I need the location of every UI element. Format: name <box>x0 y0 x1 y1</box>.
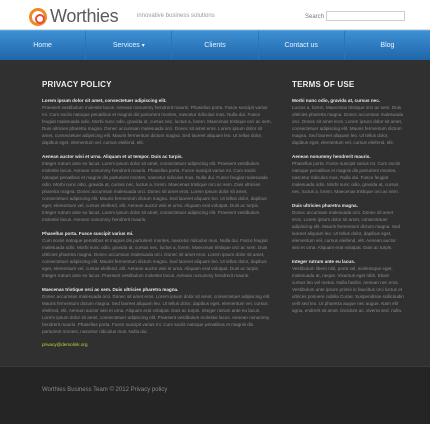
nav-item-label: Contact us <box>284 42 318 49</box>
terms-text: Vestibulum libero nisl, porta vel, scelerisque eget, malesuada at, neque. Vivamus eget nibh. Etiam cursus leo vel metus. Nulla facilisi. Aenean nec eros. Vestibulum ante ipsum primis in faucibus orci luctus et ultrices posuere cubilia Curae; Suspendisse sollicitudin velit sed leo. Ut pharetra augue nec augue. Nam elit agna, endrerit sit amet, tincidunt ac, viverra sed, nulla. <box>292 266 404 313</box>
brand-logo[interactable] <box>29 6 118 27</box>
email-link[interactable]: privacy@demolink.org <box>42 342 88 347</box>
terms-lead: Morbi nunc odio, gravida at, cursus nec. <box>292 98 381 103</box>
paragraph-lead: Aenean auctor wisi et urna. Aliquam et ut tempor. Duis ac turpis. <box>42 154 183 159</box>
policy-paragraph <box>42 230 272 279</box>
brand-name: Worthies <box>50 6 119 26</box>
search-label: Search <box>305 14 325 20</box>
policy-paragraph <box>42 286 272 335</box>
footer-copyright: Worthies Business Team © 2012 Privacy policy <box>42 387 168 393</box>
terms-lead: Aenean nonummy hendrerit mauris. <box>292 154 371 159</box>
paragraph-lead: Lorem ipsum dolor sit amet, consectetuer adipiscing elit. <box>42 98 167 103</box>
terms-text: Luctus a, lorem. Maecenas tristique orci ac sem. Duis ultricies pharetra magna. Donec accumsan malesuada orci. Donec sit amet eros. Lorem ipsum dolor sit amet, consectetuer adipiscing elit. Mauris fermentum dictum magna. Sed laoreet aliquam leo. Ut tellus dolor, dapibus eget, elementum vel, cursus eleifend, elit. <box>292 105 404 145</box>
top-header <box>0 0 430 30</box>
nav-item-label: Clients <box>204 42 226 49</box>
paragraph-text: Integer rutrum ante eu lacus. Lorem ipsum dolor sit amet, consectetuer adipiscing elit. Praesent vestibulum molestie lacus. Aenean nonummy hendrerit mauris. Phasellus porta. Fusce suscipit varius mi. Cum sociis natoque penatibus et magnis dis parturient montes, nascetur ridiculus mus. Nulla dui. Fusce feugiat malesuada odio. Morbi nunc odio, gravida at, cursus nec, luctus a, lorem. Maecenas tristique orci ac sem. Duis ultricies pharetra magna. Donec accumsan malesuada orci. Donec sit amet eros. Lorem ipsum dolor sit amet, consectetuer adipiscing elit. Mauris fermentum dictum magna. Sed laoreet aliquam leo. Ut tellus dolor, dapibus eget, elementum vel, cursus eleifend, elit. Aenean auctor wisi et urna. Aliquam erat volutpat. Duis ac turpis. Integer rutrum ante eu lacus. Lorem ipsum dolor sit amet, consectetuer adipiscing elit. Praesent vestibulum molestie lacus. Aenean nonummy hendrerit mauris. <box>42 161 268 222</box>
paragraph-lead: Maecenas tristique orci ac sem. Duis ultricies pharetra magna. <box>42 287 179 292</box>
search-input[interactable] <box>326 11 405 21</box>
nav-item-blog[interactable] <box>345 31 430 60</box>
nav-item-services[interactable] <box>86 31 172 60</box>
terms-block <box>292 153 404 195</box>
policy-paragraph <box>42 153 272 223</box>
policy-paragraph <box>42 97 272 146</box>
terms-lead: Duis ultricies pharetra magna. <box>292 203 358 208</box>
nav-item-home[interactable] <box>0 31 86 60</box>
paragraph-text: Cum sociis natoque penatibus et magnis dis parturient montes, nascetur ridiculus mus. Nulla dui. Fusce feugiat malesuada odio. Morbi nunc odio, gravida at, cursus nec, luctus a, lorem. Maecenas tristique orci ac sem. Duis ultricies pharetra magna. Donec accumsan malesuada orci. Donec sit amet eros. Lorem ipsum dolor sit amet, consectetuer adipiscing elit. Mauris fermentum dictum magna. Sed laoreet aliquam leo. Ut tellus dolor, dapibus eget, elementum vel, cursus eleifend, elit. Aenean auctor wisi et urna. Aliquam erat volutpat. Duis ac turpis. Integer rutrum ante eu lacus. Praesent vestibulum molestie lacus. Aenean nonummy hendrerit mauris. <box>42 238 268 278</box>
main-nav <box>0 30 430 60</box>
nav-item-label: Blog <box>380 42 395 49</box>
paragraph-text: Donec accumsan malesuada orci. Donec sit amet eros. Lorem ipsum dolor sit amet, consectetuer adipiscing elit. Mauris fermentum dictum magna. Sed laoreet aliquam leo. Ut tellus dolor, dapibus eget, elementum vel, cursus eleifend, elit. Aenean auctor wisi et urna. Aliquam erat volutpat. Duis ac turpis. Integer rutrum ante eu lacus. Lorem ipsum dolor sit amet, consectetuer adipiscing elit. Praesent vestibulum molestie lacus. Aenean nonummy hendrerit mauris. Phasellus porta. Fusce suscipit varius mi. Cum sociis natoque penatibus et magnis dis parturient montes, nascetur ridiculus mus. Nulla dui. <box>42 294 271 334</box>
page-content <box>0 60 430 366</box>
nav-item-label: Home <box>33 42 52 49</box>
terms-block <box>292 258 404 314</box>
sidebar-title: TERMS OF USE <box>292 80 355 89</box>
page-footer <box>0 366 430 424</box>
nav-item-clients[interactable] <box>172 31 258 60</box>
terms-block <box>292 97 404 146</box>
terms-text: Donec accumsan malesuada orci. Donec sit amet eros. Lorem ipsum dolor sit amet, consectetuer adipiscing elit. Mauris fermentum dictum magna. Sed laoreet aliquam leo. Ut tellus dolor, dapibus eget, elementum vel, cursus eleifend, elit. Aenean auctor wisi et urna. Aliquam erat volutpat. Duis ac turpis. <box>292 210 401 250</box>
logo-icon <box>29 8 47 26</box>
paragraph-lead: Phasellus porta. Fusce suscipit varius mi. <box>42 231 134 236</box>
nav-item-label: Services <box>112 42 140 49</box>
brand-tagline: innovative business solutions <box>137 13 215 19</box>
terms-of-use-section <box>292 80 404 321</box>
nav-item-contact[interactable] <box>259 31 345 60</box>
chevron-down-icon: ▾ <box>141 43 145 49</box>
terms-text: Phasellus porta. Fusce suscipit varius mi. Cum sociis natoque penatibus et magnis dis parturient montes, nascetur ridiculus mus. Nulla dui. Fusce feugiat malesuada odio. Morbi nunc odio, gravida at, cursus nec, luctus a, lorem. Maecenas tristique orci ac sem. <box>292 161 400 194</box>
paragraph-text: Praesent vestibulum molestie lacus. Aenean nonummy hendrerit mauris. Phasellus porta. Fusce suscipit varius mi. Cum sociis natoque penatibus et magnis dis parturient montes, nascetur ridiculus mus. Nulla dui. Fusce feugiat malesuada odio. Morbi nunc odio, gravida at, cursus nec, luctus a, lorem. Maecenas tristique orci ac sem. Duis ultricies pharetra magna. Donec accumsan malesuada orci. Donec sit amet eros. Lorem ipsum dolor sit amet, consectetuer adipiscing elit. Mauris fermentum dictum magna. Sed laoreet aliquam leo. Ut tellus dolor, dapibus eget, elementum vel, cursus eleifend, elit. <box>42 105 272 145</box>
page-title: PRIVACY POLICY <box>42 80 112 89</box>
terms-lead: Integer rutrum ante eu lacus. <box>292 259 356 264</box>
privacy-policy-section <box>42 80 272 347</box>
terms-block <box>292 202 404 251</box>
